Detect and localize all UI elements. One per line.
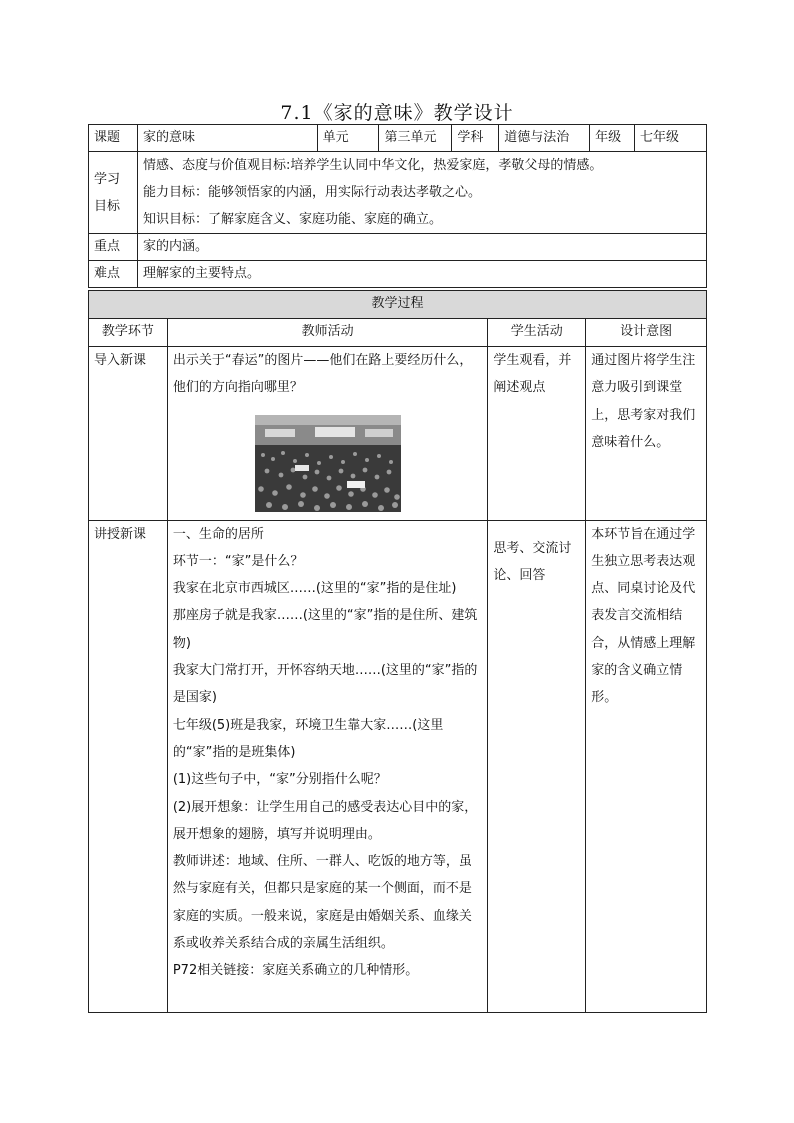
teacher-new-lesson (167, 520, 488, 1012)
teacher-line: 教师讲述：地域、住所、一群人、吃饭的地方等，虽然与家庭有关，但都只是家庭的某一个侧面，而不是家庭的实质。一般来说，家庭是由婚姻关系、血缘关系或收养关系结合成的亲属生活组织。 (172, 854, 472, 952)
goals-label: 学习目标 (89, 152, 138, 234)
info-table (88, 124, 707, 288)
col-header-teacher: 教师活动 (167, 319, 488, 347)
difficulty-value: 理解家的主要特点。 (137, 261, 706, 288)
teacher-line: 七年级(5)班是我家，环境卫生靠大家……(这里的“家”指的是班集体) (172, 717, 444, 760)
document-title: 7.1《家的意味》教学设计 (280, 102, 514, 124)
teacher-line: 我家大门常打开，开怀容纳天地……(这里的“家”指的是国家) (172, 663, 478, 706)
teacher-line: (2)展开想象：让学生用自己的感受表达心目中的家，展开想象的翅膀，填写并说明理由。 (172, 799, 478, 842)
student-new-lesson: 思考、交流讨论、回答 (488, 520, 586, 1012)
goal-knowledge: 知识目标：了解家庭含义、家庭功能、家庭的确立。 (142, 212, 442, 227)
info-row (89, 125, 707, 152)
process-row-intro (89, 347, 707, 521)
teacher-line: P72相关链接：家庭关系确立的几种情形。 (172, 963, 419, 979)
key-point-row (89, 234, 707, 261)
process-row-new-lesson (89, 520, 707, 1012)
teacher-line: 环节一：“家”是什么？ (172, 553, 304, 569)
difficulty-label: 难点 (89, 261, 138, 288)
teacher-line: (1)这些句子中，“家”分别指什么呢？ (172, 772, 387, 788)
topic-label: 课题 (89, 125, 138, 152)
key-point-value: 家的内涵。 (137, 234, 706, 261)
unit-label: 单元 (317, 125, 379, 152)
grade-value: 七年级 (635, 125, 707, 152)
intent-new-lesson: 本环节旨在通过学生独立思考表达观点、同桌讨论及代表发言交流相结合，从情感上理解家的含义确立情形。 (586, 520, 707, 1012)
grade-label: 年级 (590, 125, 635, 152)
goals-row (89, 152, 707, 234)
subject-value: 道德与法治 (499, 125, 590, 152)
goals-cell (137, 152, 706, 234)
key-point-label: 重点 (89, 234, 138, 261)
intent-intro: 通过图片将学生注意力吸引到课堂上，思考家对我们意味着什么。 (586, 347, 707, 521)
stage-intro: 导入新课 (89, 347, 168, 521)
difficulty-row (89, 261, 707, 288)
process-heading-row (89, 291, 707, 319)
col-header-stage: 教学环节 (89, 319, 168, 347)
process-table (88, 290, 707, 1013)
teacher-line: 那座房子就是我家……(这里的“家”指的是住所、建筑物) (172, 608, 478, 651)
process-column-headers (89, 319, 707, 347)
unit-value: 第三单元 (379, 125, 452, 152)
process-heading: 教学过程 (89, 291, 707, 319)
student-intro: 学生观看，并阐述观点 (488, 347, 586, 521)
spring-festival-crowd-photo (255, 415, 401, 512)
teacher-line: 一、生命的居所 (172, 526, 264, 542)
teacher-intro (167, 347, 488, 521)
col-header-student: 学生活动 (488, 319, 586, 347)
goal-ability: 能力目标：能够领悟家的内涵，用实际行动表达孝敬之心。 (142, 185, 481, 200)
goal-emotion: 情感、态度与价值观目标:培养学生认同中华文化，热爱家庭，孝敬父母的情感。 (142, 158, 603, 173)
teacher-intro-text: 出示关于“春运”的图片——他们在路上要经历什么，他们的方向指向哪里？ (172, 353, 473, 396)
teacher-line: 我家在北京市西城区……(这里的“家”指的是住址) (172, 581, 457, 597)
stage-new-lesson: 讲授新课 (89, 520, 168, 1012)
topic-value: 家的意味 (137, 125, 317, 152)
subject-label: 学科 (452, 125, 499, 152)
col-header-intent: 设计意图 (586, 319, 707, 347)
